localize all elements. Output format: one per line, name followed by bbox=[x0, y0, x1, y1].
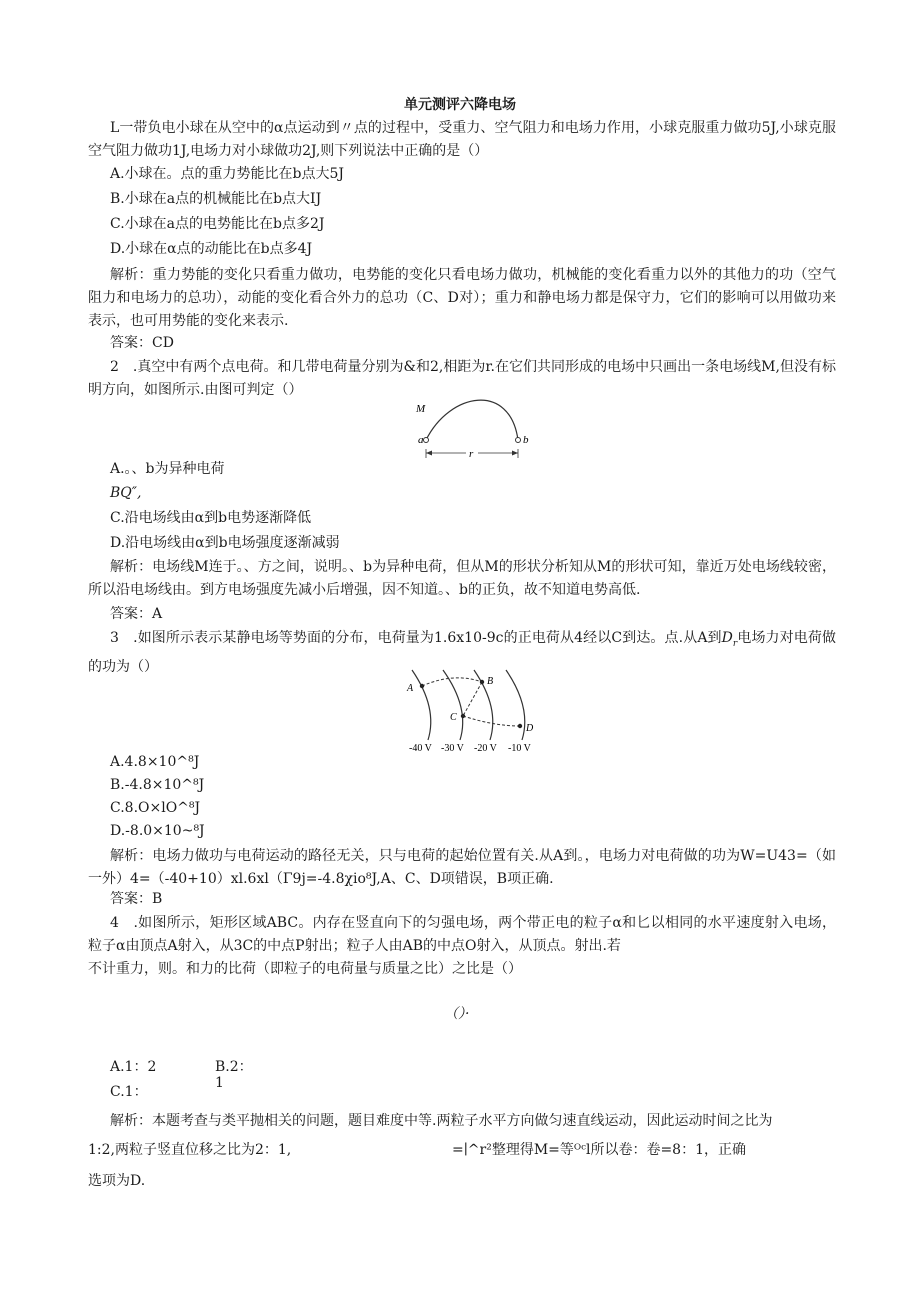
label-b: b bbox=[523, 434, 529, 446]
q3-answer: 答案：B bbox=[110, 891, 163, 907]
q3-stem-var: D bbox=[721, 630, 733, 646]
q4-analysis-line3: 选项为D. bbox=[88, 1173, 146, 1189]
potential-label-1: -40 V bbox=[409, 743, 432, 754]
q4-analysis-line1: 解析：本题考查与类平抛相关的问题，题目难度中等.两粒子水平方向做匀速直线运动，因此运动时间之比为 bbox=[110, 1113, 773, 1129]
charge-b bbox=[516, 438, 521, 443]
q1-option-c: C.小球在a点的电势能比在b点多2J bbox=[110, 216, 325, 232]
charge-a bbox=[424, 438, 429, 443]
q3-option-b: B.-4.8×10^⁸J bbox=[110, 777, 205, 793]
q4-option-c: C.1： bbox=[110, 1084, 148, 1100]
q3-option-c: C.8.O×lO^⁸J bbox=[110, 800, 201, 816]
q3-stem-sub: r bbox=[732, 638, 738, 649]
dim-arrow-right bbox=[512, 451, 518, 456]
q2-option-c: C.沿电场线由α到b电势逐渐降低 bbox=[110, 510, 312, 526]
q4-stem: 4 .如图所示，矩形区域ABC。内存在竖直向下的匀强电场，两个带正电的粒子α和匕以相同的水平速度射入电场，粒子α由顶点A射入，从3C的中点P射出；粒子人由AB的中点O射入，从顶点。射出.若 bbox=[88, 915, 836, 954]
field-line-m bbox=[426, 400, 518, 440]
q1-option-a: A.小球在。点的重力势能比在b点大5J bbox=[110, 166, 345, 182]
q4-option-b-cont: 1 bbox=[215, 1075, 224, 1091]
q2-option-d: D.沿电场线由α到b电场强度逐渐减弱 bbox=[110, 535, 340, 551]
q1-analysis: 解析：重力势能的变化只看重力做功，电势能的变化只看电场力做功，机械能的变化看重力以外的其他力的功（空气阻力和电场力的总功），动能的变化看合外力的总功（C、D对）；重力和静电场力都是保守力，它们的影响可以用做功来表示，也可用势能的变化来表示. bbox=[88, 267, 836, 329]
q4-option-a: A.1：2 bbox=[110, 1059, 157, 1075]
q2-stem: 2 .真空中有两个点电荷。和几带电荷量分别为&和2,相距为r.在它们共同形成的电场中只画出一条电场线M,但没有标明方向，如图所示.由图可判定（） bbox=[88, 359, 836, 398]
q3-stem-main: 3 .如图所示表示某静电场等势面的分布，电荷量为1.6x10-9c的正电荷从4经以C到达。点.从A到 bbox=[110, 630, 722, 646]
q4-stem-continued: 不计重力，则。和力的比荷（即粒子的电荷量与质量之比）之比是（） bbox=[88, 961, 522, 977]
potential-label-4: -10 V bbox=[508, 743, 531, 754]
q2-option-b: BQ″, bbox=[110, 485, 142, 501]
q2-analysis: 解析：电场线M连于。、方之间，说明。、b为异种电荷，但从M的形状分析知从M的形状可知，靠近万处电场线较密，所以沿电场线由。到方电场强度先减小后增强，因不知道。、b的正负，故不知道电势高低. bbox=[88, 559, 836, 598]
path-c-d bbox=[463, 716, 520, 726]
point-d bbox=[518, 724, 522, 728]
potential-label-3: -20 V bbox=[474, 743, 497, 754]
label-r: r bbox=[469, 448, 474, 460]
q3-option-a: A.4.8×10^⁸J bbox=[110, 754, 200, 770]
dim-arrow-left bbox=[426, 451, 432, 456]
q1-answer: 答案：CD bbox=[110, 335, 174, 351]
label-a: a bbox=[418, 434, 424, 446]
label-m: M bbox=[416, 403, 426, 415]
q3-stem-end: 电场力对电荷做的功为（） bbox=[88, 630, 836, 675]
equipotential-1 bbox=[412, 670, 431, 740]
q4-option-b: B.2： bbox=[215, 1059, 253, 1075]
q4-analysis-line2b: =∣^r²整理得M=等ᴼᶜl所以卷：卷=8：1，正确 bbox=[452, 1142, 746, 1158]
q1-option-b: B.小球在a点的机械能比在b点大IJ bbox=[110, 191, 322, 207]
label-point-d: D bbox=[526, 723, 534, 734]
point-a bbox=[420, 684, 424, 688]
page-title: 单元测评六降电场 bbox=[404, 97, 516, 113]
q4-analysis-line2a: 1:2,两粒子竖直位移之比为2：1, bbox=[88, 1142, 292, 1158]
q2-option-a: A.。、b为异种电荷 bbox=[110, 461, 225, 477]
q2-field-line-figure bbox=[410, 392, 545, 464]
path-b-c bbox=[463, 682, 482, 716]
q3-analysis: 解析：电场力做功与电荷运动的路径无关，只与电荷的起始位置有关.从A到。，电场力对电荷做的功为W=U43=（如一外）4=（-40+10）xl.6xl（Γ9j=-4.8χio⁸J,A、C、D项错误，B项正确. bbox=[88, 848, 836, 887]
q1-option-d: D.小球在α点的动能比在b点多4J bbox=[110, 241, 313, 257]
label-point-c: C bbox=[450, 712, 457, 723]
q3-equipotential-figure bbox=[398, 664, 550, 756]
label-point-b: B bbox=[487, 676, 494, 687]
q2-answer: 答案：A bbox=[110, 606, 163, 622]
potential-label-2: -30 V bbox=[441, 743, 464, 754]
equipotential-4 bbox=[506, 670, 525, 740]
point-c bbox=[461, 714, 465, 718]
q4-figure-placeholder: （）· bbox=[444, 1006, 470, 1022]
q1-stem: L一带负电小球在从空中的α点运动到〃点的过程中，受重力、空气阻力和电场力作用，小球克服重力做功5J,小球克服空气阻力做功1J,电场力对小球做功2J,则下列说法中正确的是（） bbox=[88, 120, 836, 159]
point-b bbox=[480, 680, 484, 684]
q3-option-d: D.-8.0×10~⁸J bbox=[110, 823, 205, 839]
equipotential-2 bbox=[443, 670, 463, 740]
label-point-a: A bbox=[407, 683, 414, 694]
